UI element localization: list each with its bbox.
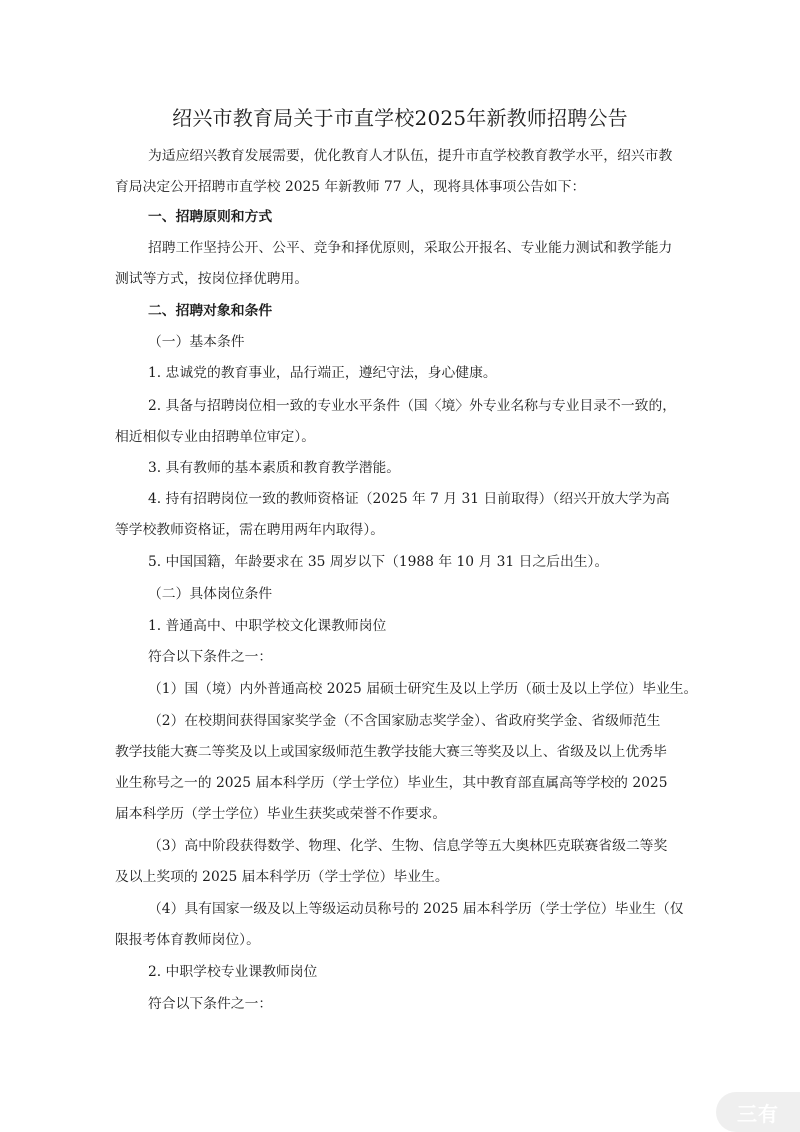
paragraph-line: 限报考体育教师岗位）。: [115, 932, 260, 948]
paragraph-line: 为适应绍兴教育发展需要，优化教育人才队伍，提升市直学校教育教学水平，绍兴市教: [148, 148, 673, 164]
paragraph-line: 等学校教师资格证，需在聘用两年内取得）。: [115, 522, 385, 538]
paragraph-line: 1. 忠诚党的教育事业，品行端正，遵纪守法，身心健康。: [148, 365, 497, 381]
paragraph-line: 业生称号之一的 2025 届本科学历（学士学位）毕业生，其中教育部直属高等学校的 2025: [115, 775, 668, 791]
paragraph-line: 5. 中国国籍，年龄要求在 35 周岁以下（1988 年 10 月 31 日之后出生）。: [148, 554, 609, 570]
watermark-label: 三有: [737, 1101, 779, 1126]
subsection-heading: （二）具体岗位条件: [148, 586, 273, 602]
paragraph-line: （4）具有国家一级及以上等级运动员称号的 2025 届本科学历（学士学位）毕业生（仅: [148, 901, 684, 917]
paragraph-line: （3）高中阶段获得数学、物理、化学、生物、信息学等五大奥林匹克联赛省级二等奖: [148, 838, 668, 854]
paragraph-line: 1. 普通高中、中职学校文化课教师岗位: [148, 618, 387, 634]
paragraph-line: 届本科学历（学士学位）毕业生获奖或荣誉不作要求。: [115, 806, 447, 822]
paragraph-line: 教学技能大赛二等奖及以上或国家级师范生教学技能大赛三等奖及以上、省级及以上优秀毕: [115, 744, 667, 760]
paragraph-line: （1）国（境）内外普通高校 2025 届硕士研究生及以上学历（硕士及以上学位）毕业生。: [148, 681, 698, 697]
paragraph-line: 测试等方式，按岗位择优聘用。: [115, 271, 309, 287]
subsection-heading: （一）基本条件: [148, 334, 245, 350]
paragraph-line: 3. 具有教师的基本素质和教育教学潜能。: [148, 460, 401, 476]
paragraph-line: 招聘工作坚持公开、公平、竞争和择优原则，采取公开报名、专业能力测试和教学能力: [148, 240, 673, 256]
page-title: 绍兴市教育局关于市直学校2025年新教师招聘公告: [172, 106, 628, 130]
paragraph-line: 2. 具备与招聘岗位相一致的专业水平条件（国〈境〉外专业名称与专业目录不一致的，: [148, 398, 677, 414]
paragraph-line: 及以上奖项的 2025 届本科学历（学士学位）毕业生。: [115, 869, 449, 885]
paragraph-line: 育局决定公开招聘市直学校 2025 年新教师 77 人，现将具体事项公告如下：: [115, 179, 586, 195]
watermark-badge: [716, 1092, 800, 1132]
paragraph-line: （2）在校期间获得国家奖学金（不含国家励志奖学金）、省政府奖学金、省级师范生: [148, 713, 661, 729]
paragraph-line: 符合以下条件之一：: [148, 996, 273, 1012]
paragraph-line: 符合以下条件之一：: [148, 649, 273, 665]
section-heading: 二、招聘对象和条件: [148, 303, 273, 319]
paragraph-line: 相近相似专业由招聘单位审定）。: [115, 429, 316, 445]
section-heading: 一、招聘原则和方式: [148, 209, 273, 225]
paragraph-line: 4. 持有招聘岗位一致的教师资格证（2025 年 7 月 31 日前取得）（绍兴开放大学为高: [148, 491, 670, 507]
paragraph-line: 2. 中职学校专业课教师岗位: [148, 964, 318, 980]
